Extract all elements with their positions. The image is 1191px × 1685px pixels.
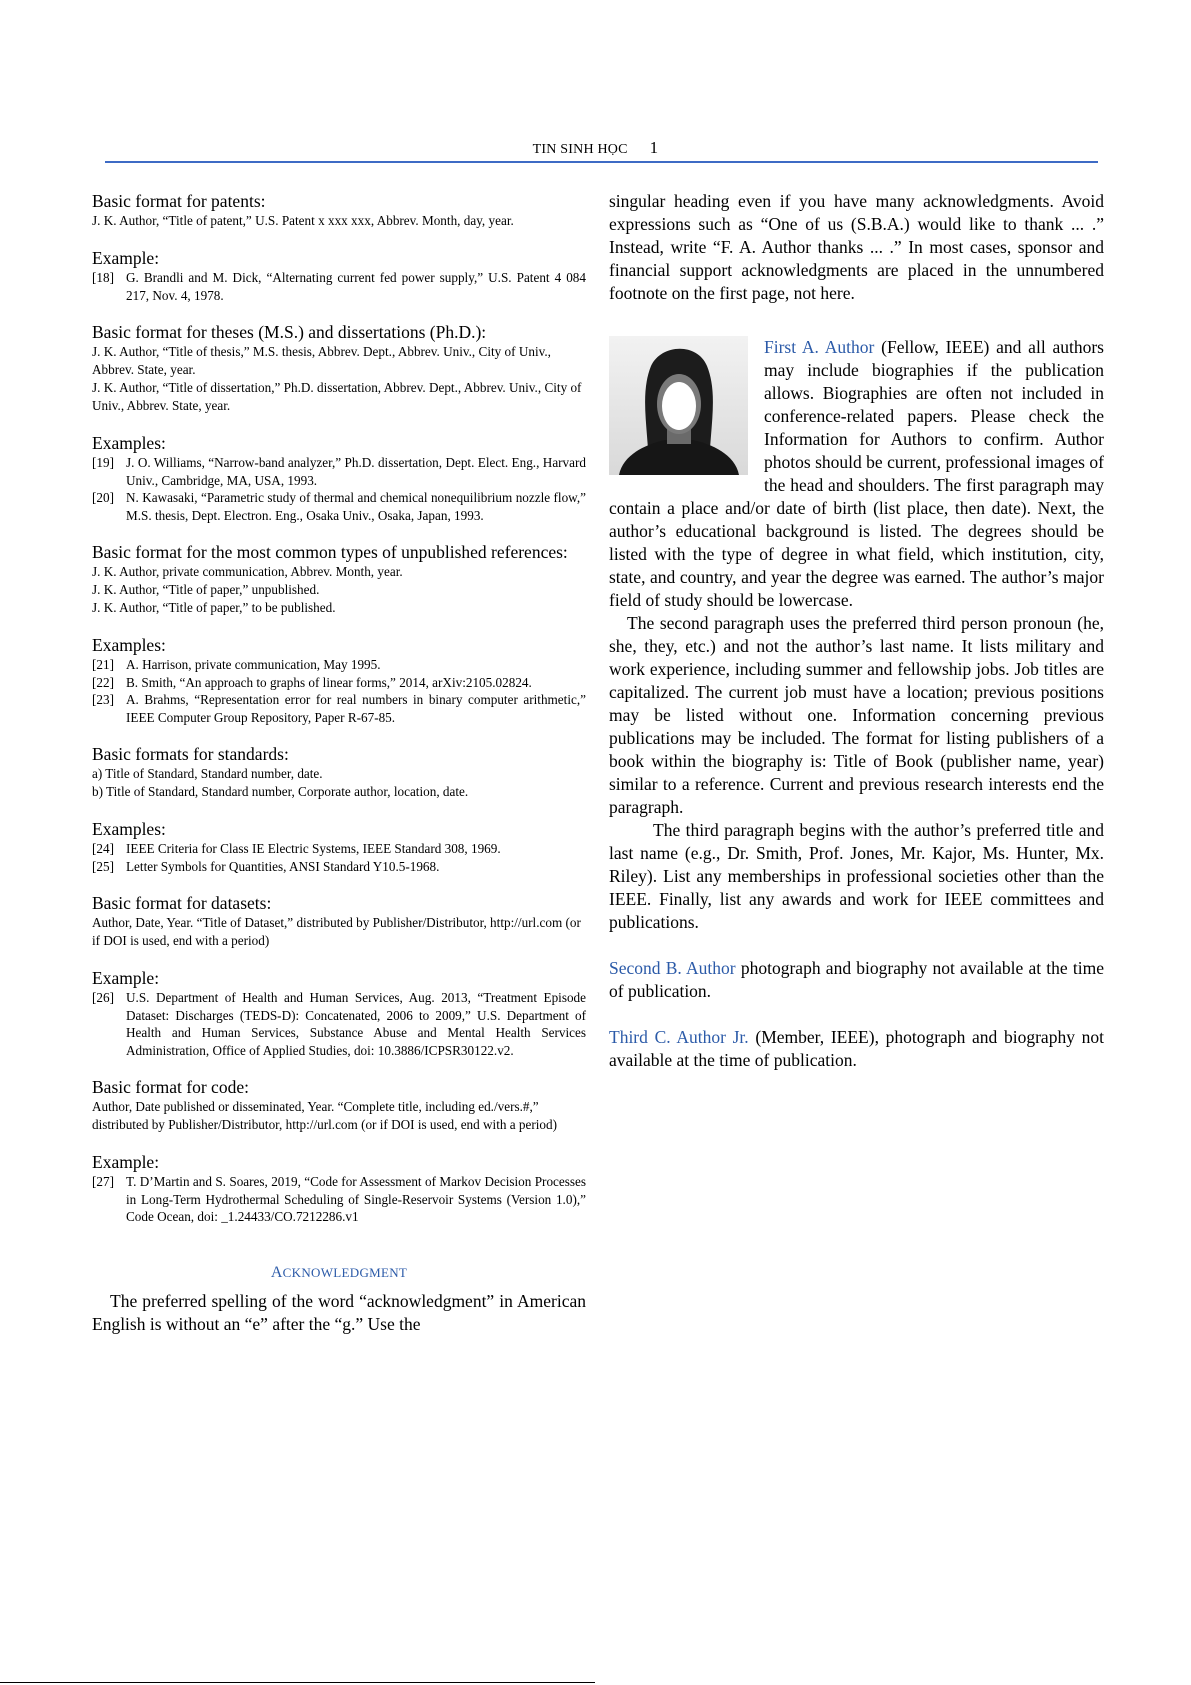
standards-section [92, 743, 586, 801]
acknowledgment-text: The preferred spelling of the word “acknowledgment” in American English is without an “e” after the “g.” Use the [92, 1290, 586, 1334]
author-biography-3 [609, 1026, 1104, 1072]
reference-item [92, 674, 586, 692]
reference-number: [18] [92, 270, 114, 285]
format-line: J. K. Author, “Title of patent,” U.S. Patent x xxx xxx, Abbrev. Month, day, year. [92, 213, 514, 228]
heading-initial: A [270, 1263, 283, 1281]
reference-text: N. Kawasaki, “Parametric study of thermal and chemical nonequilibrium nozzle flow,” M.S. thesis, Dept. Electron. Eng., Osaka Univ., Osaka, Japan, 1993. [126, 490, 586, 523]
author-name: Third C. Author Jr. [609, 1027, 749, 1047]
format-line: J. K. Author, “Title of thesis,” M.S. thesis, Abbrev. Dept., Abbrev. Univ., City of Univ., Abbrev. State, year. [92, 344, 551, 377]
reference-text: J. O. Williams, “Narrow-band analyzer,” Ph.D. dissertation, Dept. Elect. Eng., Harvard Univ., Cambridge, MA, USA, 1993. [126, 455, 586, 488]
reference-number: [26] [92, 990, 114, 1005]
author-name: First A. Author [764, 337, 875, 357]
reference-text: IEEE Criteria for Class IE Electric Systems, IEEE Standard 308, 1969. [126, 841, 501, 856]
reference-number: [20] [92, 490, 114, 505]
format-line: J. K. Author, “Title of paper,” to be published. [92, 600, 336, 615]
left-column [92, 190, 586, 1336]
acknowledgment-continued: singular heading even if you have many acknowledgments. Avoid expressions such as “One of us (S.B.A.) would like to thank ... .” Instead, write “F. A. Author thanks ... .” In most cases, sponsor and financial support acknowledgments are placed in the unnumbered footnote on the first page, not here. [609, 191, 1104, 303]
format-line: Author, Date published or disseminated, Year. “Complete title, including ed./vers.#,” distributed by Publisher/Distributor, http://url.com (or if DOI is used, end with a period) [92, 1099, 558, 1132]
example-label: Example: [92, 1152, 160, 1172]
reference-text: A. Brahms, “Representation error for real numbers in binary computer arithmetic,” IEEE Computer Group Repository, Paper R-67-85. [126, 692, 586, 725]
format-line: Author, Date, Year. “Title of Dataset,” distributed by Publisher/Distributor, http://url.com (or if DOI is used, end with a period) [92, 915, 581, 948]
format-line: J. K. Author, private communication, Abbrev. Month, year. [92, 564, 403, 579]
example-label: Examples: [92, 635, 166, 655]
code-example [92, 1151, 586, 1226]
patents-example [92, 247, 586, 304]
reference-number: [27] [92, 1174, 114, 1189]
reference-text: G. Brandli and M. Dick, “Alternating current fed power supply,” U.S. Patent 4 084 217, Nov. 4, 1978. [126, 270, 586, 303]
section-title: Basic format for datasets: [92, 893, 272, 913]
reference-item [92, 691, 586, 726]
format-line: J. K. Author, “Title of paper,” unpublished. [92, 582, 320, 597]
code-section [92, 1076, 586, 1134]
reference-item [92, 269, 586, 304]
reference-item [92, 454, 586, 489]
example-label: Examples: [92, 819, 166, 839]
format-line: b) Title of Standard, Standard number, Corporate author, location, date. [92, 784, 469, 799]
reference-text: B. Smith, “An approach to graphs of linear forms,” 2014, arXiv:2105.02824. [126, 674, 532, 690]
theses-examples [92, 432, 586, 524]
author-photo [609, 336, 748, 475]
reference-number: [19] [92, 455, 114, 470]
biography-text: (Fellow, IEEE) and all authors may include biographies if the publication allows. Biographies are often not included in conference-related papers. Please check the Information for Authors to confirm. Author photos should be current, professional images of the head and shoulders. The first paragraph may contain a place and/or date of birth (list place, then date). Next, the author’s educational background is listed. The degrees should be listed with the type of degree in what field, which institution, city, state, and country, and year the degree was earned. The author’s major field of study should be lowercase. [609, 337, 1104, 610]
section-title: Basic format for code: [92, 1077, 249, 1097]
section-title: Basic formats for standards: [92, 744, 289, 764]
example-label: Example: [92, 968, 160, 988]
reference-item [92, 1173, 586, 1226]
reference-number: [22] [92, 674, 114, 690]
format-line: a) Title of Standard, Standard number, date. [92, 766, 323, 781]
reference-item [92, 989, 586, 1059]
section-title: Basic format for theses (M.S.) and dissertations (Ph.D.): [92, 322, 487, 342]
reference-number: [21] [92, 657, 114, 672]
author-biography-1 [609, 336, 1104, 934]
page-number: 1 [649, 138, 659, 157]
author-name: Second B. Author [609, 958, 736, 978]
example-label: Examples: [92, 433, 166, 453]
example-label: Example: [92, 248, 160, 268]
reference-item [92, 656, 586, 674]
reference-item [92, 489, 586, 524]
heading-rest: CKNOWLEDGMENT [282, 1264, 408, 1280]
biography-text: (Member, IEEE), photograph and biography not available at the time of publication. [609, 1027, 1104, 1070]
running-header [0, 138, 1191, 158]
datasets-example [92, 967, 586, 1059]
header-rule [105, 161, 1098, 163]
author-biography-2 [609, 957, 1104, 1003]
standards-examples [92, 818, 586, 875]
right-column [609, 190, 1104, 1072]
biography-paragraph-2: The second paragraph uses the preferred third person pronoun (he, she, they, etc.) and not the author’s last name. It lists military and work experience, including summer and fellowship jobs. Job titles are capitalized. The current job must have a location; previous positions may be listed without one. Information concerning previous publications may be included. The format for listing publishers of a book within the biography is: Title of Book (publisher name, year) similar to a reference. Current and previous research interests end the paragraph. [609, 613, 1104, 817]
reference-number: [24] [92, 841, 114, 856]
reference-text: A. Harrison, private communication, May 1995. [126, 657, 381, 672]
journal-title: TIN SINH HỌC [532, 142, 628, 157]
biography-paragraph-3: The third paragraph begins with the author’s preferred title and last name (e.g., Dr. Smith, Prof. Jones, Mr. Kajor, Ms. Hunter, Mx. Riley). List any memberships in professional societies other than the IEEE. Finally, list any awards and work for IEEE committees and publications. [609, 820, 1104, 932]
patents-section [92, 190, 586, 230]
reference-text: Letter Symbols for Quantities, ANSI Standard Y10.5-1968. [126, 858, 440, 874]
section-title: Basic format for patents: [92, 191, 266, 211]
reference-text: T. D’Martin and S. Soares, 2019, “Code for Assessment of Markov Decision Processes in Long-Term Hydrothermal Scheduling of Single-Reservoir Systems (Version 1.0),” Code Ocean, doi: _1.24433/CO.7212286.v1 [126, 1174, 586, 1224]
format-line: J. K. Author, “Title of dissertation,” Ph.D. dissertation, Abbrev. Dept., Abbrev. Univ., City of Univ., Abbrev. State, year. [92, 380, 582, 413]
reference-text: U.S. Department of Health and Human Services, Aug. 2013, “Treatment Episode Dataset: Discharges (TEDS-D): Concatenated, 2006 to 2009,” U.S. Department of Health and Human Services, Substance Abuse and Mental Health Services Administration, Office of Applied Studies, doi: 10.3886/ICPSR30122.v2. [126, 990, 586, 1058]
datasets-section [92, 892, 586, 950]
footnote-rule [0, 1682, 595, 1683]
unpublished-examples [92, 634, 586, 726]
theses-section [92, 321, 586, 415]
biography-text: photograph and biography not available at the time of publication. [609, 958, 1105, 1001]
section-title: Basic format for the most common types of unpublished references: [92, 542, 568, 562]
unpublished-section [92, 541, 586, 617]
reference-number: [23] [92, 692, 114, 707]
reference-item [92, 858, 586, 876]
reference-number: [25] [92, 858, 114, 874]
acknowledgment-heading [92, 1264, 586, 1282]
reference-item [92, 840, 586, 858]
